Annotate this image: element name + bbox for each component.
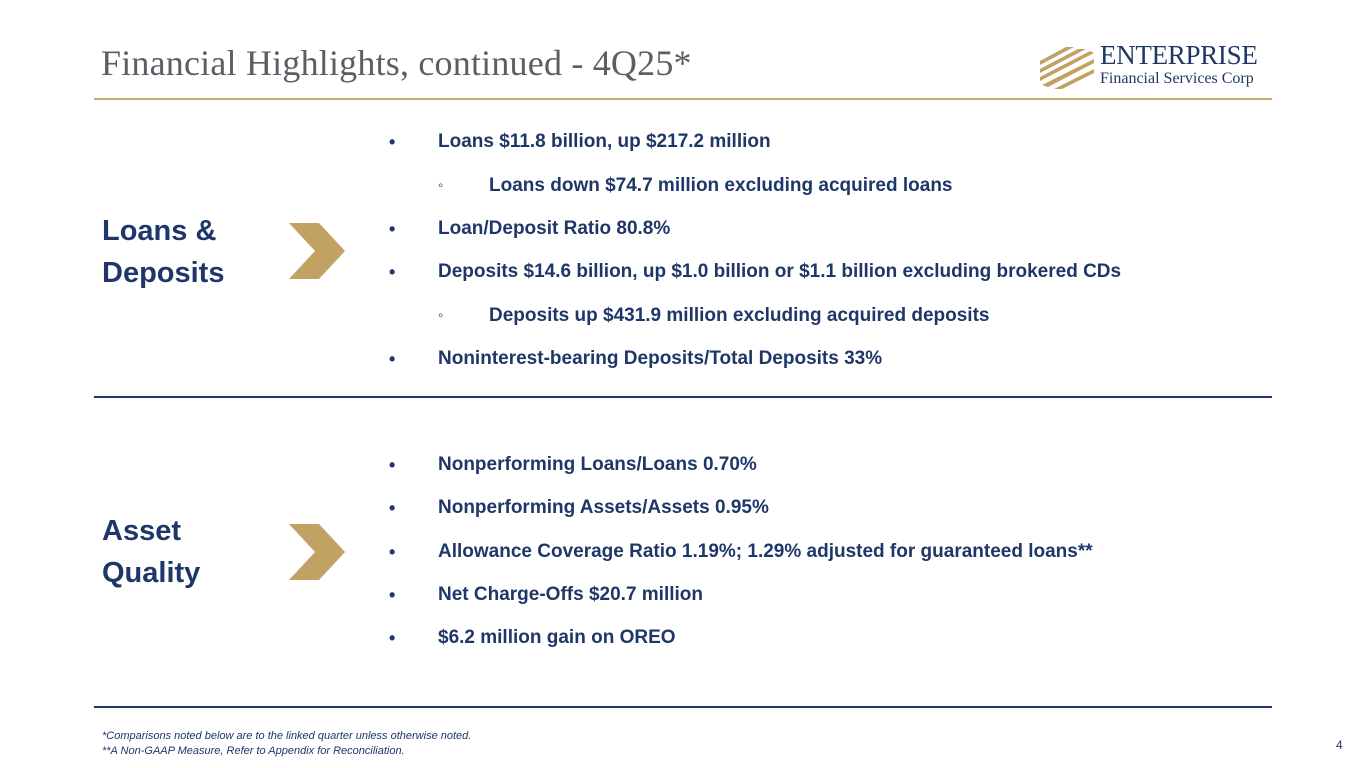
chevron-right-icon	[289, 223, 345, 279]
bullet-text: Loans $11.8 billion, up $217.2 million	[438, 131, 771, 152]
section-label-line: Quality	[102, 557, 201, 589]
bullet-text: Loan/Deposit Ratio 80.8%	[438, 218, 671, 239]
logo-stripes-icon	[1040, 43, 1096, 91]
bullet-marker: •	[389, 132, 396, 152]
section-label-line: Asset	[102, 515, 181, 547]
bullet-text: $6.2 million gain on OREO	[438, 627, 676, 648]
section-label-line: Deposits	[102, 257, 225, 289]
logo-subtitle: Financial Services Corp	[1100, 70, 1254, 87]
bullet-marker: •	[389, 455, 396, 475]
section-label-line: Loans &	[102, 215, 217, 247]
bullet-marker: •	[389, 219, 396, 239]
section-divider	[94, 396, 1272, 398]
chevron-right-icon	[289, 524, 345, 580]
bullet-text: Noninterest-bearing Deposits/Total Deposits 33%	[438, 348, 883, 369]
bullet-text: Net Charge-Offs $20.7 million	[438, 584, 704, 605]
sub-bullet-text: Deposits up $431.9 million excluding acquired deposits	[489, 305, 990, 326]
title-divider	[94, 98, 1272, 100]
bullet-marker: •	[389, 542, 396, 562]
sub-bullet-text: Loans down $74.7 million excluding acquired loans	[489, 175, 953, 196]
bullet-marker: •	[389, 585, 396, 605]
bullet-marker: •	[389, 628, 396, 648]
section-label-loans-deposits	[102, 210, 282, 294]
footnote: *Comparisons noted below are to the linked quarter unless otherwise noted.	[102, 730, 472, 742]
footnote: **A Non-GAAP Measure, Refer to Appendix for Reconciliation.	[102, 745, 405, 757]
sub-bullet-marker: ◦	[438, 307, 444, 324]
section-label-asset-quality	[102, 510, 282, 594]
bullet-marker: •	[389, 262, 396, 282]
bullet-marker: •	[389, 349, 396, 369]
company-logo	[1040, 40, 1275, 92]
bullet-text: Deposits $14.6 billion, up $1.0 billion or $1.1 billion excluding brokered CDs	[438, 261, 1122, 282]
bullet-text: Nonperforming Loans/Loans 0.70%	[438, 454, 757, 475]
logo-name: ENTERPRISE	[1100, 40, 1258, 70]
bullet-marker: •	[389, 498, 396, 518]
slide-title: Financial Highlights, continued - 4Q25*	[101, 43, 692, 83]
section-divider	[94, 706, 1272, 708]
bullet-text: Nonperforming Assets/Assets 0.95%	[438, 497, 769, 518]
page-number: 4	[1336, 738, 1343, 752]
sub-bullet-marker: ◦	[438, 177, 444, 194]
bullet-text: Allowance Coverage Ratio 1.19%; 1.29% adjusted for guaranteed loans**	[438, 541, 1093, 562]
